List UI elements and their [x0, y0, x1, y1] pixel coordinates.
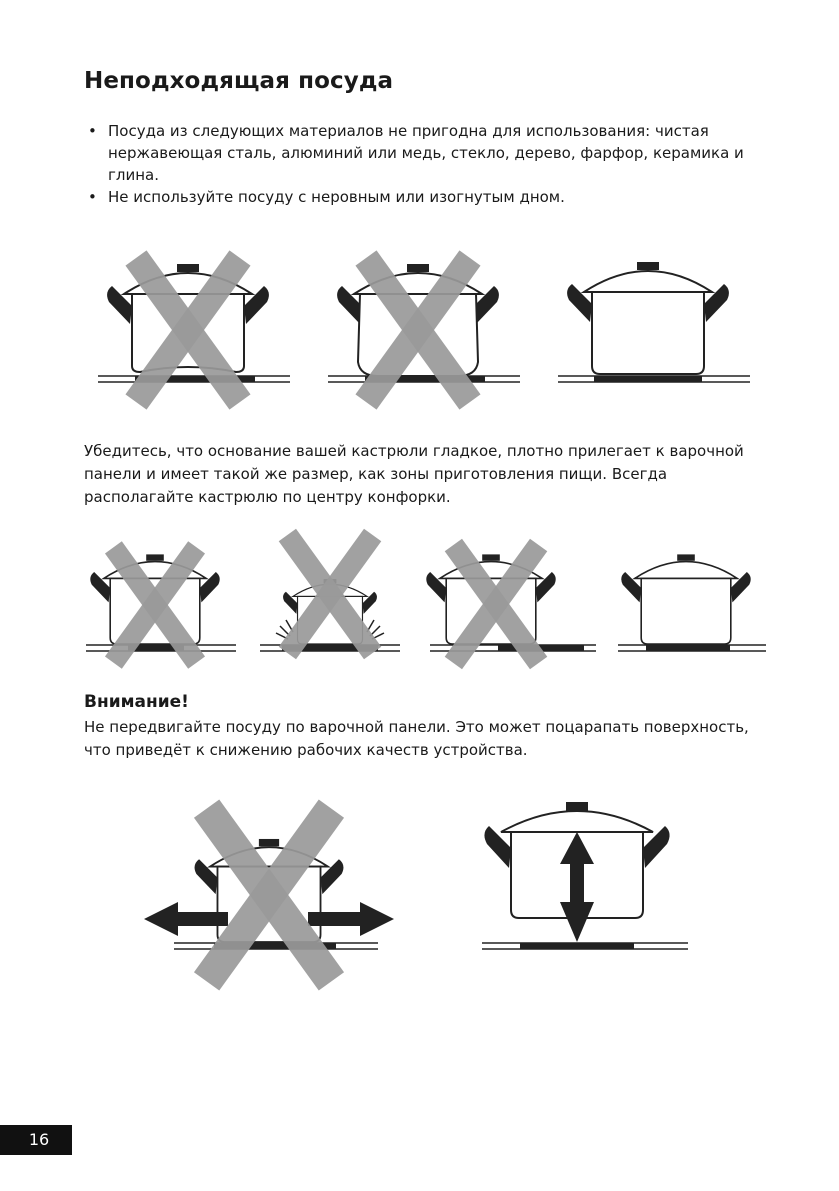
- arrow-left-icon: [144, 902, 228, 936]
- page-title: Неподходящая посуда: [84, 68, 394, 94]
- warning-title: Внимание!: [84, 692, 189, 712]
- pot-icon: [621, 554, 750, 644]
- bullet-materials: • Посуда из следующих материалов не пригодна для использования: чистая нержавеющая сталь, алюминий или медь, стекло, дерево, фарфор, керамика и глина.: [86, 120, 776, 186]
- warning-text: Не передвигайте посуду по варочной панели. Это может поцарапать поверхность, что приведёт к снижению рабочих качеств устройства.: [84, 718, 749, 759]
- pot-off-center: [426, 545, 596, 663]
- pot-correct-flat: [558, 262, 750, 382]
- pot-icon: [567, 262, 729, 374]
- pot-correct-centered: [618, 554, 766, 651]
- pot-lift-correct: [482, 802, 688, 949]
- pot-bulged-bottom: [328, 258, 520, 402]
- burner-plate-icon: [520, 943, 634, 949]
- pot-too-small: [260, 535, 400, 653]
- page-number: 16: [28, 1130, 50, 1149]
- pot-curved-bottom: [98, 258, 290, 402]
- base-instructions: Убедитесь, что основание вашей кастрюли гладкое, плотно прилегает к варочной панели и имеет такой же размер, как зоны приготовления пищи. Всегда располагайте кастрюлю по центру конфорки.: [84, 442, 744, 506]
- burner-plate-icon: [594, 376, 702, 382]
- pot-sliding-wrong: [144, 809, 394, 982]
- pot-too-large-plate: [86, 547, 236, 662]
- burner-plate-icon: [646, 645, 730, 651]
- bullet-uneven-bottom: • Не используйте посуду с неровным или изогнутым дном.: [86, 186, 776, 208]
